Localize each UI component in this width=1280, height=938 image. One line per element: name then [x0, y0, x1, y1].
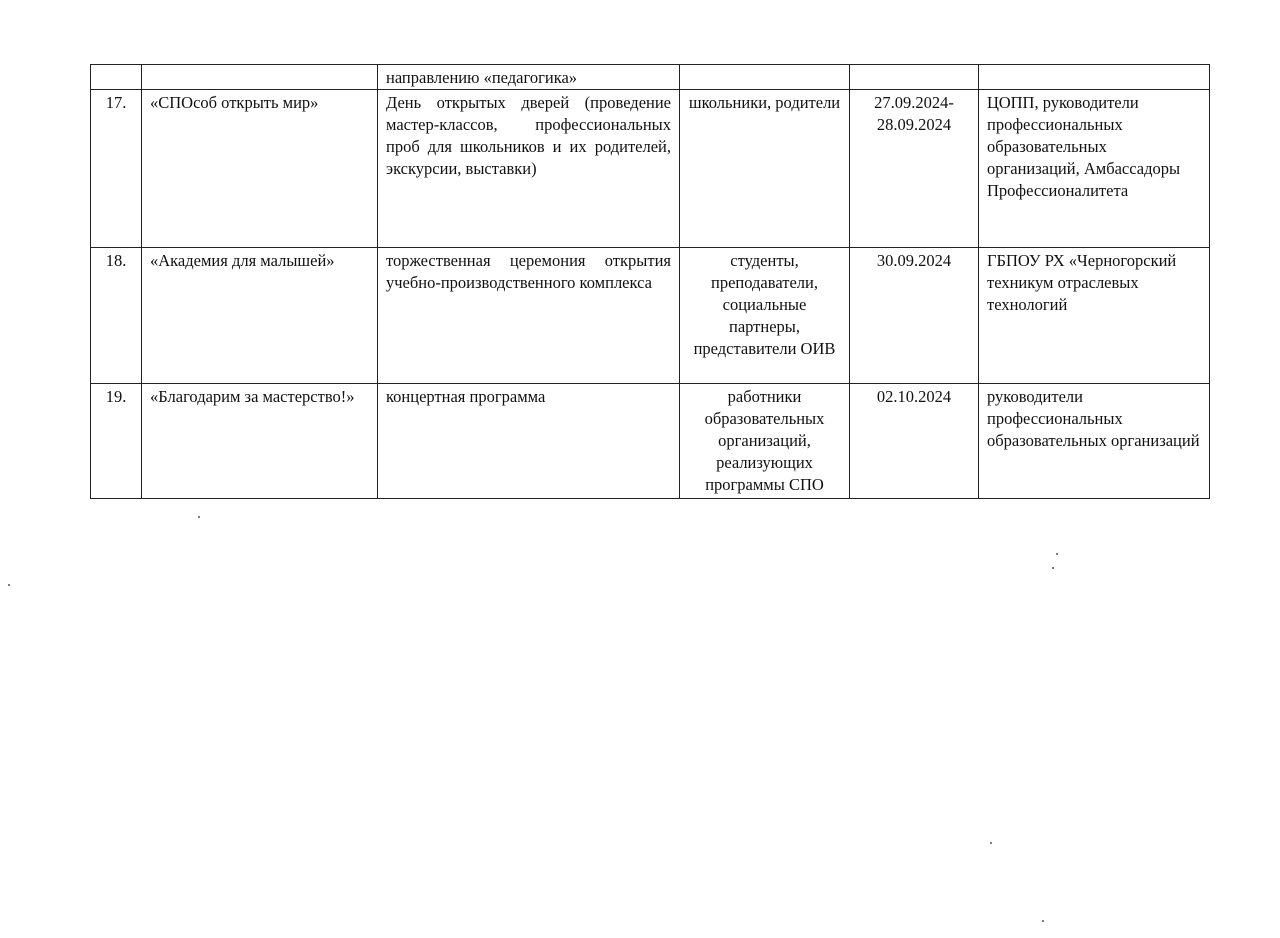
table-row — [91, 248, 1210, 384]
cell-num — [91, 65, 142, 90]
cell-description: направлению «педагогика» — [378, 65, 680, 90]
cell-participants: работники образовательных организаций, реализующих программы СПО — [680, 384, 850, 499]
cell-num: 19. — [91, 384, 142, 499]
cell-date: 02.10.2024 — [850, 384, 979, 499]
cell-date — [850, 65, 979, 90]
scan-speck — [1052, 567, 1054, 569]
table-row — [91, 384, 1210, 499]
cell-name — [142, 65, 378, 90]
cell-name: «СПОсоб открыть мир» — [142, 90, 378, 248]
cell-name: «Академия для малышей» — [142, 248, 378, 384]
cell-description: День открытых дверей (проведение мастер-классов, профессиональных проб для школьников и их родителей, экскурсии, выставки) — [378, 90, 680, 248]
events-table — [90, 64, 1210, 499]
cell-num: 17. — [91, 90, 142, 248]
cell-responsible: руководители профессиональных образовательных организаций — [979, 384, 1210, 499]
cell-participants: школьники, родители — [680, 90, 850, 248]
table-row-continuation — [91, 65, 1210, 90]
table-row — [91, 90, 1210, 248]
scan-speck — [1056, 553, 1058, 555]
cell-name: «Благодарим за мастерство!» — [142, 384, 378, 499]
cell-responsible: ГБПОУ РХ «Черногорский техникум отраслевых технологий — [979, 248, 1210, 384]
scan-speck — [8, 584, 10, 586]
cell-responsible — [979, 65, 1210, 90]
cell-responsible: ЦОПП, руководители профессиональных образовательных организаций, Амбассадоры Профессионалитета — [979, 90, 1210, 248]
cell-description: концертная программа — [378, 384, 680, 499]
scan-speck — [990, 842, 992, 844]
cell-date: 27.09.2024-28.09.2024 — [850, 90, 979, 248]
cell-participants: студенты, преподаватели, социальные партнеры, представители ОИВ — [680, 248, 850, 384]
cell-participants — [680, 65, 850, 90]
cell-num: 18. — [91, 248, 142, 384]
scan-speck — [1042, 920, 1044, 922]
cell-date: 30.09.2024 — [850, 248, 979, 384]
cell-description: торжественная церемония открытия учебно-производственного комплекса — [378, 248, 680, 384]
scan-speck — [198, 516, 200, 518]
